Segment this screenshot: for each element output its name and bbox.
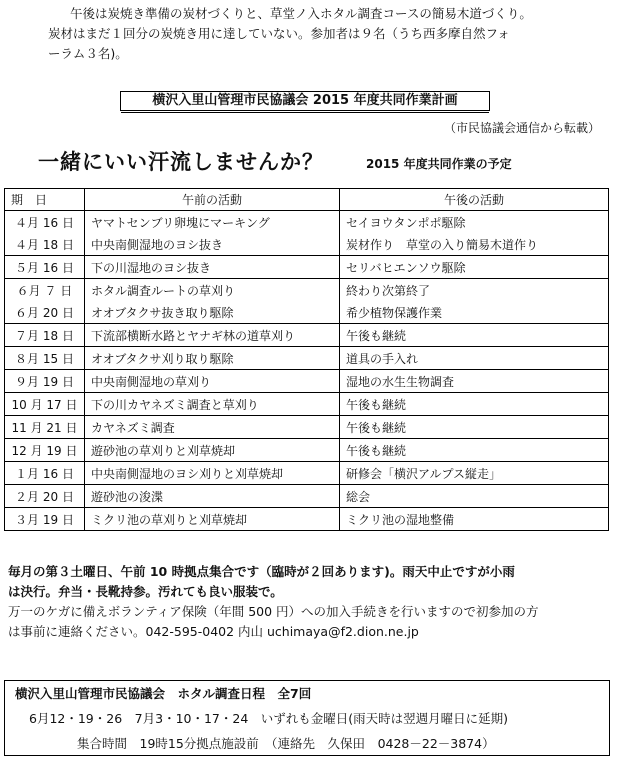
- row-pm: 午後も継続: [340, 416, 609, 439]
- row-am: ミクリ池の草刈りと刈草焼却: [85, 508, 340, 531]
- table-row: [5, 211, 609, 234]
- row-date: ６月 20 日: [5, 301, 85, 324]
- table-header-row: [5, 189, 609, 211]
- table-row: [5, 301, 609, 324]
- catch-heading: 一緒にいい汗流しませんか？: [38, 150, 324, 174]
- row-pm: 道具の手入れ: [340, 347, 609, 370]
- notice-line-4: は事前に連絡ください。042-595-0402 内山 uchimaya@f2.dion.ne.jp: [8, 624, 419, 639]
- row-am: ヤマトセンブリ卵塊にマーキング: [85, 211, 340, 234]
- row-date: ４月 18 日: [5, 233, 85, 256]
- row-pm: セイヨウタンポポ駆除: [340, 211, 609, 234]
- notice-bold-line-2: は決行。弁当・長靴持参。汚れても良い服装で。: [8, 584, 283, 599]
- row-date: ４月 16 日: [5, 211, 85, 234]
- row-date: 11 月 21 日: [5, 416, 85, 439]
- catch-subheading: 2015 年度共同作業の予定: [366, 157, 512, 171]
- row-date: ３月 19 日: [5, 508, 85, 531]
- row-date: ２月 20 日: [5, 485, 85, 508]
- row-date: 10 月 17 日: [5, 393, 85, 416]
- survey-meeting: 集合時間 19時15分拠点施設前 （連絡先 久保田 0428－22－3874）: [77, 736, 495, 751]
- row-am: 下の川カヤネズミ調査と草刈り: [85, 393, 340, 416]
- row-pm: 午後も継続: [340, 439, 609, 462]
- table-row: [5, 439, 609, 462]
- row-pm: 総会: [340, 485, 609, 508]
- table-row: [5, 393, 609, 416]
- row-am: 中央南側湿地の草刈り: [85, 370, 340, 393]
- row-date: ６月 ７ 日: [5, 279, 85, 302]
- row-am: 中央南側湿地のヨシ抜き: [85, 233, 340, 256]
- schedule-table: [4, 188, 609, 531]
- row-am: 中央南側湿地のヨシ刈りと刈草焼却: [85, 462, 340, 485]
- intro-line-2: 炭材はまだ１回分の炭焼き用に達していない。参加者は９名（うち西多摩自然フォ: [48, 26, 510, 41]
- survey-dates: 6月12・19・26 7月3・10・17・24 いずれも金曜日(雨天時は翌週月曜日に延期): [29, 711, 509, 726]
- row-date: ８月 15 日: [5, 347, 85, 370]
- table-row: [5, 370, 609, 393]
- row-date: ７月 18 日: [5, 324, 85, 347]
- row-date: 12 月 19 日: [5, 439, 85, 462]
- notice-bold-line-1: 毎月の第３土曜日、午前 10 時拠点集合です（臨時が２回あります)。雨天中止ですが小雨: [8, 564, 515, 579]
- table-row: [5, 279, 609, 302]
- row-pm: ミクリ池の湿地整備: [340, 508, 609, 531]
- row-am: ホタル調査ルートの草刈り: [85, 279, 340, 302]
- notice-line-3: 万一のケガに備えボランティア保険（年間 500 円）への加入手続きを行いますので初参加の方: [8, 604, 539, 619]
- row-am: オオブタクサ抜き取り駆除: [85, 301, 340, 324]
- intro-line-1: 午後は炭焼き準備の炭材づくりと、草堂ノ入ホタル調査コースの簡易木道づくり。: [70, 6, 532, 21]
- row-date: １月 16 日: [5, 462, 85, 485]
- intro-text: [48, 4, 608, 64]
- row-pm: 湿地の水生生物調査: [340, 370, 609, 393]
- row-pm: 終わり次第終了: [340, 279, 609, 302]
- table-row: [5, 416, 609, 439]
- row-pm: 午後も継続: [340, 393, 609, 416]
- row-am: 遊砂池の浚渫: [85, 485, 340, 508]
- table-row: [5, 256, 609, 279]
- row-am: カヤネズミ調査: [85, 416, 340, 439]
- plan-title: 横沢入里山管理市民協議会 2015 年度共同作業計画: [120, 91, 490, 111]
- table-row: [5, 462, 609, 485]
- source-note: （市民協議会通信から転載）: [443, 121, 600, 135]
- row-am: 下流部横断水路とヤナギ林の道草刈り: [85, 324, 340, 347]
- header-am: 午前の活動: [85, 189, 340, 211]
- row-pm: セリバヒエンソウ駆除: [340, 256, 609, 279]
- header-date: 期 日: [5, 189, 85, 211]
- row-pm: 研修会「横沢アルプス縦走」: [340, 462, 609, 485]
- table-row: [5, 233, 609, 256]
- row-pm: 炭材作り 草堂の入り簡易木道作り: [340, 233, 609, 256]
- row-am: 下の川湿地のヨシ抜き: [85, 256, 340, 279]
- header-pm: 午後の活動: [340, 189, 609, 211]
- row-pm: 希少植物保護作業: [340, 301, 609, 324]
- table-row: [5, 347, 609, 370]
- row-date: ５月 16 日: [5, 256, 85, 279]
- row-pm: 午後も継続: [340, 324, 609, 347]
- survey-title: 横沢入里山管理市民協議会 ホタル調査日程 全7回: [15, 686, 312, 701]
- table-row: [5, 508, 609, 531]
- firefly-survey-box: [4, 680, 610, 756]
- intro-line-3: ーラム３名)。: [48, 46, 128, 61]
- row-date: ９月 19 日: [5, 370, 85, 393]
- table-row: [5, 324, 609, 347]
- table-row: [5, 485, 609, 508]
- row-am: オオブタクサ刈り取り駆除: [85, 347, 340, 370]
- notice-text: [8, 562, 612, 642]
- row-am: 遊砂池の草刈りと刈草焼却: [85, 439, 340, 462]
